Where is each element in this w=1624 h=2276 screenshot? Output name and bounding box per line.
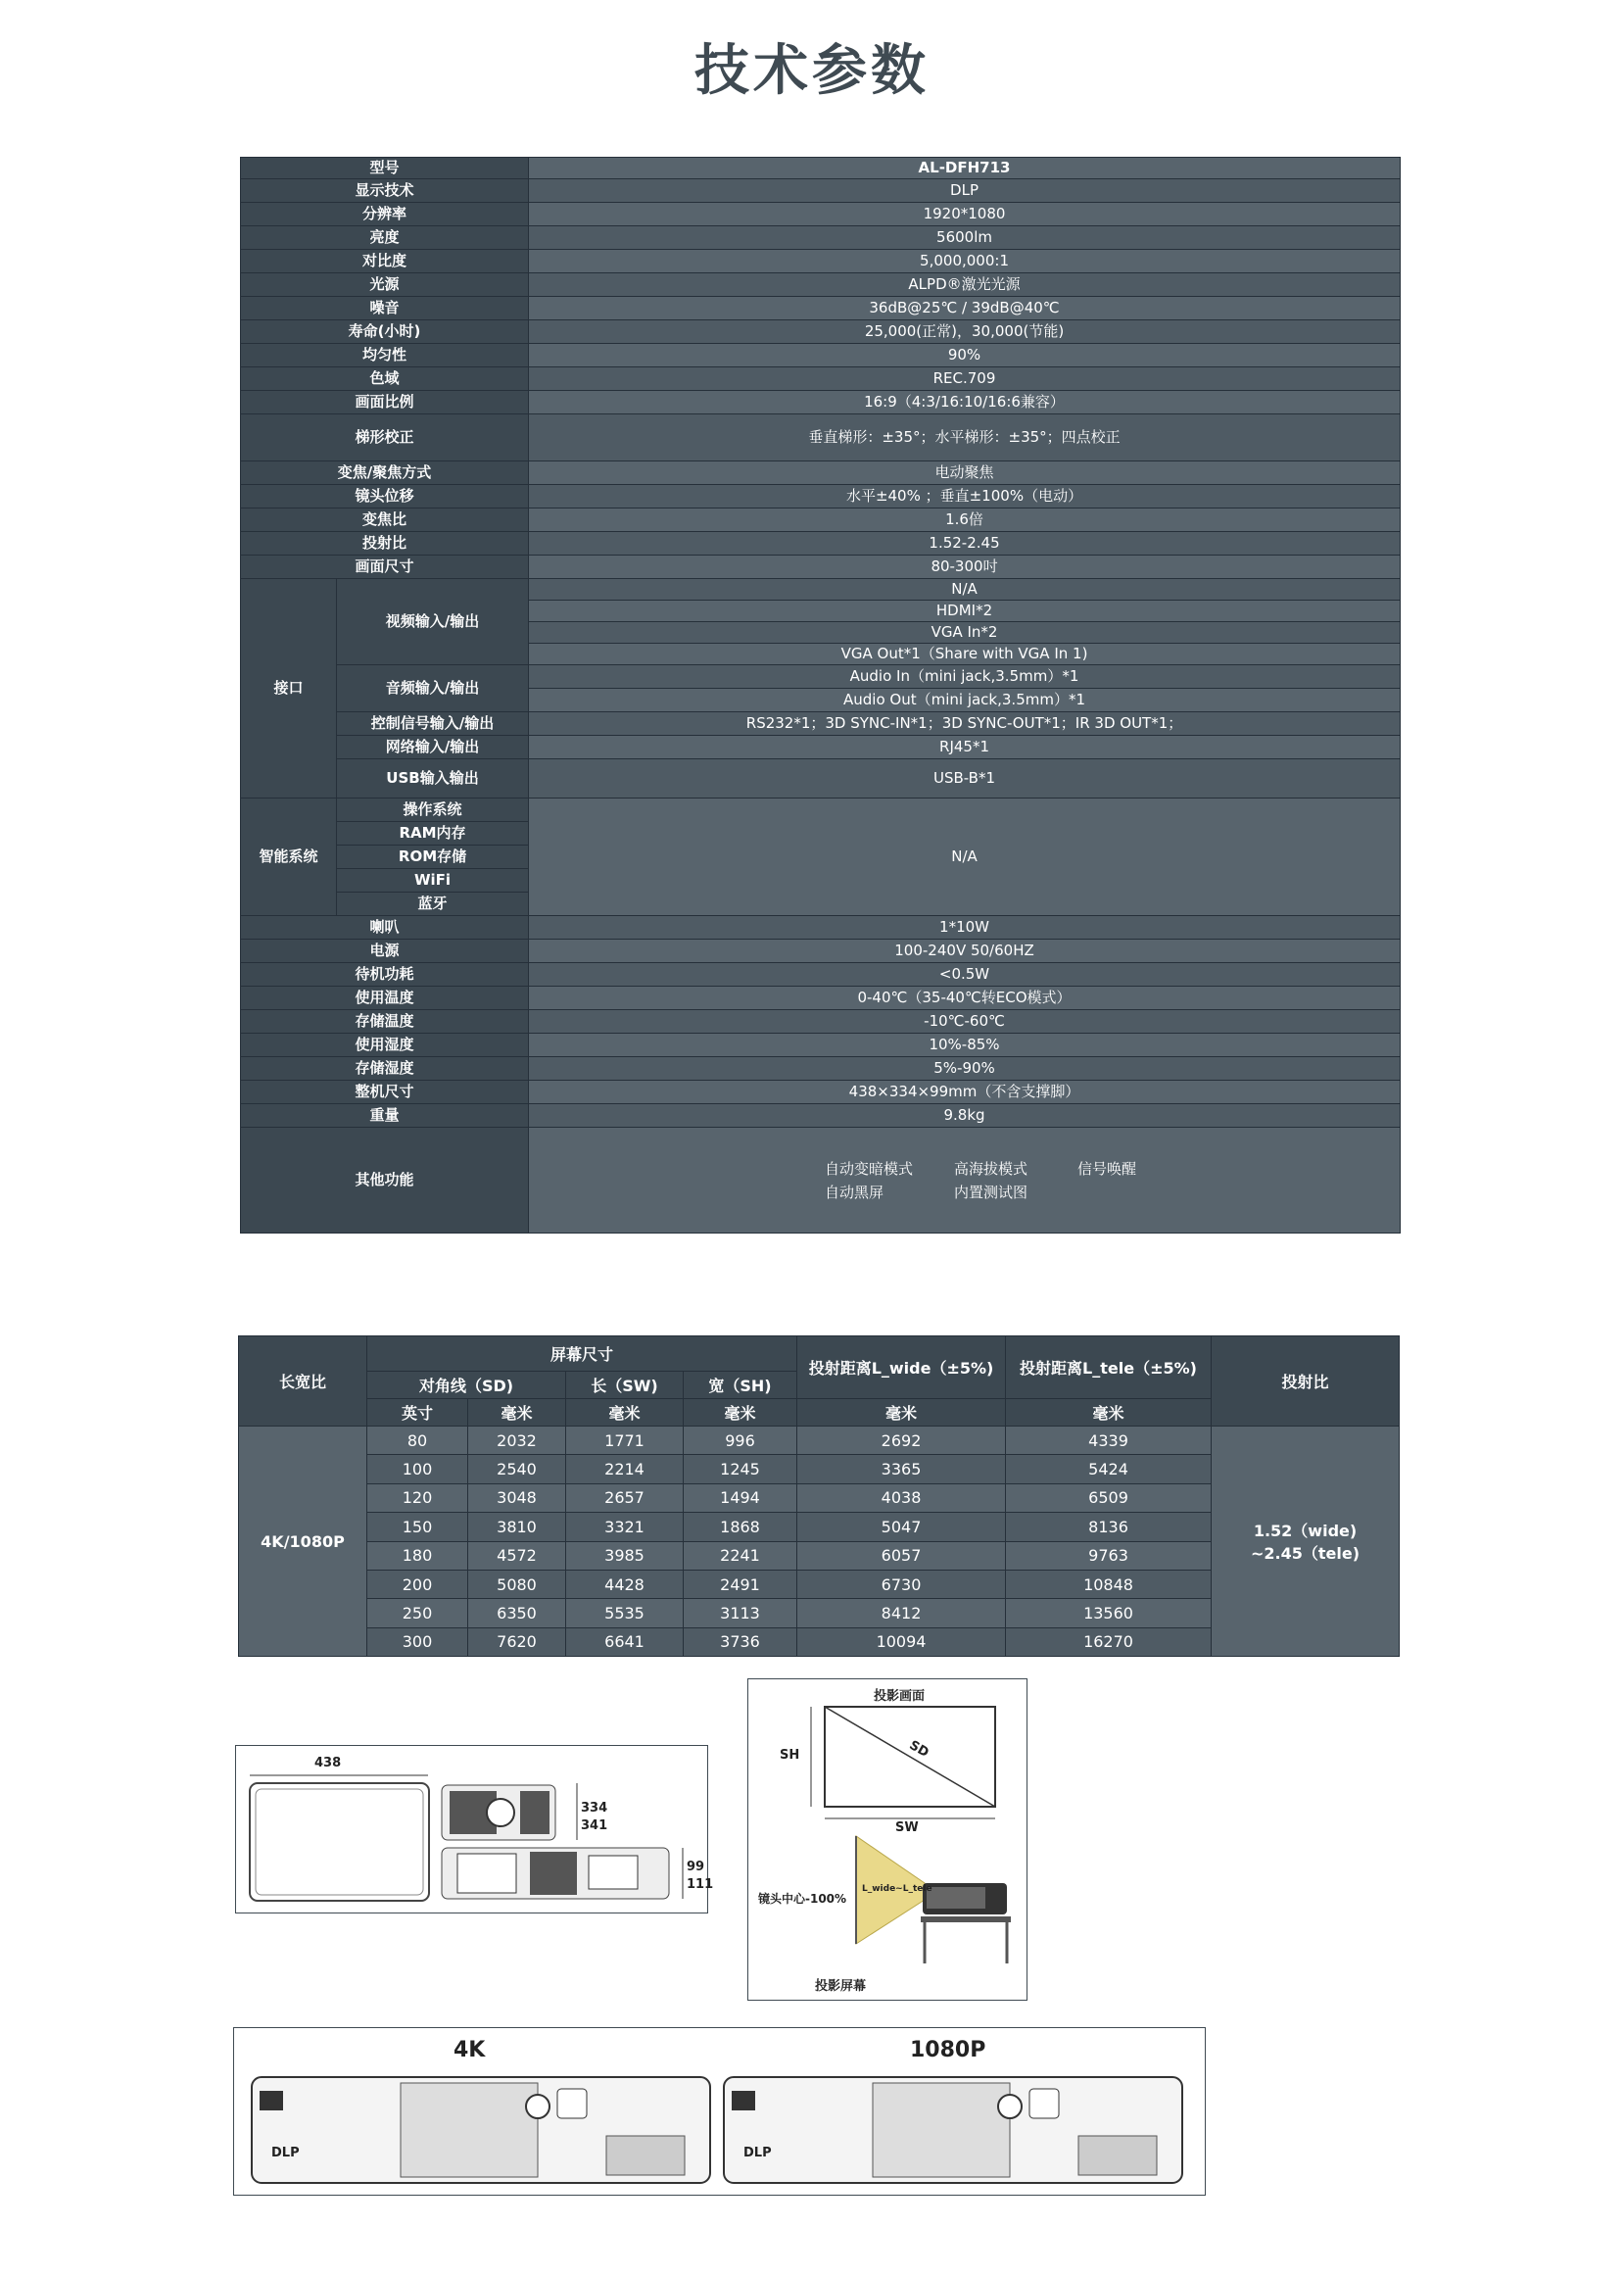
table-cell: 9763: [1006, 1541, 1212, 1570]
table-cell: 6509: [1006, 1483, 1212, 1512]
unit-mm: 毫米: [468, 1399, 566, 1427]
spec-label: 整机尺寸: [241, 1081, 529, 1104]
table-cell: 2540: [468, 1455, 566, 1483]
aspect-value: 4K/1080P: [239, 1427, 367, 1657]
spec-value: 水平±40% ；垂直±100%（电动）: [529, 485, 1401, 508]
spec-label: WiFi: [337, 869, 529, 893]
spec-value: 10%-85%: [529, 1034, 1401, 1057]
dim-depth2-label: 341: [581, 1818, 608, 1833]
spec-value: Audio In（mini jack,3.5mm）*1: [529, 665, 1401, 689]
table-cell: 10848: [1006, 1570, 1212, 1598]
table-cell: 150: [367, 1513, 468, 1541]
spec-label: 重量: [241, 1104, 529, 1128]
header-aspect: 长宽比: [239, 1336, 367, 1427]
spec-label: 待机功耗: [241, 963, 529, 987]
table-cell: 7620: [468, 1627, 566, 1656]
spec-value: 100-240V 50/60HZ: [529, 940, 1401, 963]
table-cell: 1868: [684, 1513, 797, 1541]
table-cell: 120: [367, 1483, 468, 1512]
spec-value: RJ45*1: [529, 736, 1401, 759]
spec-group-smart: 智能系统: [241, 799, 337, 916]
spec-label: 投射比: [241, 532, 529, 556]
table-cell: 2214: [566, 1455, 684, 1483]
spec-value: Audio Out（mini jack,3.5mm）*1: [529, 689, 1401, 712]
spec-value: DLP: [529, 179, 1401, 203]
throw-distance-table: [238, 1335, 1400, 1657]
dimension-drawing-svg: [236, 1746, 707, 1913]
other-feature: 内置测试图: [954, 1183, 1028, 1201]
spec-label: 画面比例: [241, 391, 529, 414]
other-feature: 自动黑屏: [825, 1183, 884, 1201]
spec-label-audio: 音频输入/输出: [337, 665, 529, 712]
spec-label: 蓝牙: [337, 893, 529, 916]
throw-range-label: L_wide~L_tele: [862, 1884, 932, 1894]
table-cell: 5424: [1006, 1455, 1212, 1483]
spec-label: 操作系统: [337, 799, 529, 822]
table-cell: 3736: [684, 1627, 797, 1656]
spec-value: 438×334×99mm（不含支撑脚）: [529, 1081, 1401, 1104]
spec-value: REC.709: [529, 367, 1401, 391]
table-cell: 100: [367, 1455, 468, 1483]
spec-label: 存储温度: [241, 1010, 529, 1034]
spec-group-interface: 接口: [241, 579, 337, 799]
spec-label-usb: USB输入输出: [337, 759, 529, 799]
table-cell: 6057: [797, 1541, 1006, 1570]
header-diagonal: 对角线（SD): [367, 1372, 566, 1399]
spec-value: 1*10W: [529, 916, 1401, 940]
header-throw-tele: 投射距离L_tele（±5%): [1006, 1336, 1212, 1399]
header-screen-size: 屏幕尺寸: [367, 1336, 797, 1372]
spec-value: 0-40℃（35-40℃转ECO模式）: [529, 987, 1401, 1010]
dim-width-label: 438: [314, 1756, 342, 1770]
table-cell: 1771: [566, 1427, 684, 1455]
spec-label: 均匀性: [241, 344, 529, 367]
spec-value: 25,000(正常)，30,000(节能): [529, 320, 1401, 344]
spec-label-keystone: 梯形校正: [241, 414, 529, 461]
table-cell: 2692: [797, 1427, 1006, 1455]
throw-ratio-value: [1212, 1427, 1400, 1657]
spec-value: RS232*1；3D SYNC-IN*1；3D SYNC-OUT*1；IR 3D OUT*1；: [529, 712, 1401, 736]
spec-value: 90%: [529, 344, 1401, 367]
unit-mm: 毫米: [684, 1399, 797, 1427]
table-cell: 6350: [468, 1599, 566, 1627]
table-cell: 200: [367, 1570, 468, 1598]
panel-1080p-label: 1080P: [910, 2038, 986, 2062]
table-cell: 16270: [1006, 1627, 1212, 1656]
spec-label: 电源: [241, 940, 529, 963]
dim-height-label: 99: [687, 1860, 705, 1874]
table-cell: 4428: [566, 1570, 684, 1598]
spec-label: 使用温度: [241, 987, 529, 1010]
spec-label: 喇叭: [241, 916, 529, 940]
unit-mm: 毫米: [566, 1399, 684, 1427]
projection-diagram: [747, 1678, 1027, 2001]
table-cell: 6641: [566, 1627, 684, 1656]
other-feature: 自动变暗模式: [825, 1159, 914, 1178]
spec-value: 36dB@25℃ / 39dB@40℃: [529, 297, 1401, 320]
table-cell: 3985: [566, 1541, 684, 1570]
spec-label-control: 控制信号输入/输出: [337, 712, 529, 736]
table-cell: 180: [367, 1541, 468, 1570]
table-cell: 3048: [468, 1483, 566, 1512]
unit-mm: 毫米: [797, 1399, 1006, 1427]
spec-value: 5%-90%: [529, 1057, 1401, 1081]
header-width: 宽（SH): [684, 1372, 797, 1399]
table-cell: 3810: [468, 1513, 566, 1541]
spec-value: 5,000,000:1: [529, 250, 1401, 273]
header-throw-wide: 投射距离L_wide（±5%): [797, 1336, 1006, 1399]
table-row: [239, 1427, 1400, 1455]
spec-value: VGA Out*1（Share with VGA In 1): [529, 644, 1401, 665]
table-cell: 4339: [1006, 1427, 1212, 1455]
spec-label: 使用湿度: [241, 1034, 529, 1057]
page-title: 技术参数: [694, 39, 930, 103]
table-cell: 5080: [468, 1570, 566, 1598]
dim-depth-label: 334: [581, 1801, 608, 1816]
unit-inch: 英寸: [367, 1399, 468, 1427]
spec-value: 9.8kg: [529, 1104, 1401, 1128]
spec-value: N/A: [529, 579, 1401, 601]
spec-value-smart: N/A: [529, 799, 1401, 916]
table-cell: 3113: [684, 1599, 797, 1627]
spec-value: 80-300吋: [529, 556, 1401, 579]
spec-value: 1.6倍: [529, 508, 1401, 532]
dimension-drawing: [235, 1745, 714, 1913]
table-cell: 8136: [1006, 1513, 1212, 1541]
spec-value: 5600lm: [529, 226, 1401, 250]
projection-diagram-svg: [748, 1679, 1027, 2000]
spec-value-keystone: 垂直梯形：±35°；水平梯形：±35°；四点校正: [529, 414, 1401, 461]
spec-table: [240, 157, 1401, 1234]
spec-label: 画面尺寸: [241, 556, 529, 579]
screen-height-label: SH: [780, 1748, 800, 1763]
ratio-tele: ~2.45（tele): [1250, 1544, 1361, 1563]
spec-label-model: 型号: [241, 158, 529, 179]
dlp-logo-left: DLP: [271, 2146, 300, 2160]
table-cell: 6730: [797, 1570, 1006, 1598]
spec-value: USB-B*1: [529, 759, 1401, 799]
spec-label: 存储湿度: [241, 1057, 529, 1081]
rear-panel-svg: [234, 2028, 1205, 2195]
spec-value: <0.5W: [529, 963, 1401, 987]
spec-label: RAM内存: [337, 822, 529, 846]
header-length: 长（SW): [566, 1372, 684, 1399]
spec-value: VGA In*2: [529, 622, 1401, 644]
table-cell: 3365: [797, 1455, 1006, 1483]
table-cell: 1245: [684, 1455, 797, 1483]
other-feature: 信号唤醒: [1077, 1159, 1137, 1178]
spec-label: 镜头位移: [241, 485, 529, 508]
ratio-wide: 1.52（wide): [1253, 1522, 1358, 1540]
spec-label: 显示技术: [241, 179, 529, 203]
table-cell: 13560: [1006, 1599, 1212, 1627]
table-cell: 4572: [468, 1541, 566, 1570]
spec-label-network: 网络输入/输出: [337, 736, 529, 759]
panel-4k-label: 4K: [454, 2038, 486, 2062]
dlp-logo-right: DLP: [743, 2146, 772, 2160]
header-throw-ratio: 投射比: [1212, 1336, 1400, 1427]
spec-value: -10℃-60℃: [529, 1010, 1401, 1034]
lens-center-label: 镜头中心-100%: [758, 1892, 847, 1906]
spec-label: ROM存储: [337, 846, 529, 869]
spec-label: 变焦比: [241, 508, 529, 532]
spec-label: 分辨率: [241, 203, 529, 226]
table-cell: 8412: [797, 1599, 1006, 1627]
spec-label: 光源: [241, 273, 529, 297]
spec-value: HDMI*2: [529, 601, 1401, 622]
table-cell: 10094: [797, 1627, 1006, 1656]
spec-label-other: 其他功能: [241, 1128, 529, 1234]
table-cell: 300: [367, 1627, 468, 1656]
spec-label-video: 视频输入/输出: [337, 579, 529, 665]
spec-label: 噪音: [241, 297, 529, 320]
spec-value: 1920*1080: [529, 203, 1401, 226]
spec-value: ALPD®激光光源: [529, 273, 1401, 297]
table-cell: 2491: [684, 1570, 797, 1598]
spec-value: 16:9（4:3/16:10/16:6兼容）: [529, 391, 1401, 414]
table-cell: 1494: [684, 1483, 797, 1512]
dim-height2-label: 111: [687, 1877, 714, 1892]
table-cell: 5047: [797, 1513, 1006, 1541]
table-cell: 80: [367, 1427, 468, 1455]
table-cell: 3321: [566, 1513, 684, 1541]
spec-value: 1.52-2.45: [529, 532, 1401, 556]
table-cell: 2241: [684, 1541, 797, 1570]
screen-width-label: SW: [895, 1820, 919, 1835]
spec-label: 变焦/聚焦方式: [241, 461, 529, 485]
projection-screen-label: 投影屏幕: [815, 1979, 867, 1994]
spec-label: 寿命(小时): [241, 320, 529, 344]
screen-diagonal-label: SD: [906, 1737, 931, 1762]
unit-mm: 毫米: [1006, 1399, 1212, 1427]
table-cell: 996: [684, 1427, 797, 1455]
rear-panel-comparison: [233, 2027, 1206, 2196]
spec-label: 对比度: [241, 250, 529, 273]
table-cell: 250: [367, 1599, 468, 1627]
other-feature: 高海拔模式: [954, 1159, 1028, 1178]
table-cell: 2657: [566, 1483, 684, 1512]
spec-label: 亮度: [241, 226, 529, 250]
spec-value-other: [529, 1128, 1401, 1234]
spec-value-model: AL-DFH713: [529, 158, 1401, 179]
table-cell: 4038: [797, 1483, 1006, 1512]
table-cell: 2032: [468, 1427, 566, 1455]
table-cell: 5535: [566, 1599, 684, 1627]
projection-picture-label: 投影画面: [874, 1689, 926, 1704]
spec-value: 电动聚焦: [529, 461, 1401, 485]
spec-label: 色域: [241, 367, 529, 391]
